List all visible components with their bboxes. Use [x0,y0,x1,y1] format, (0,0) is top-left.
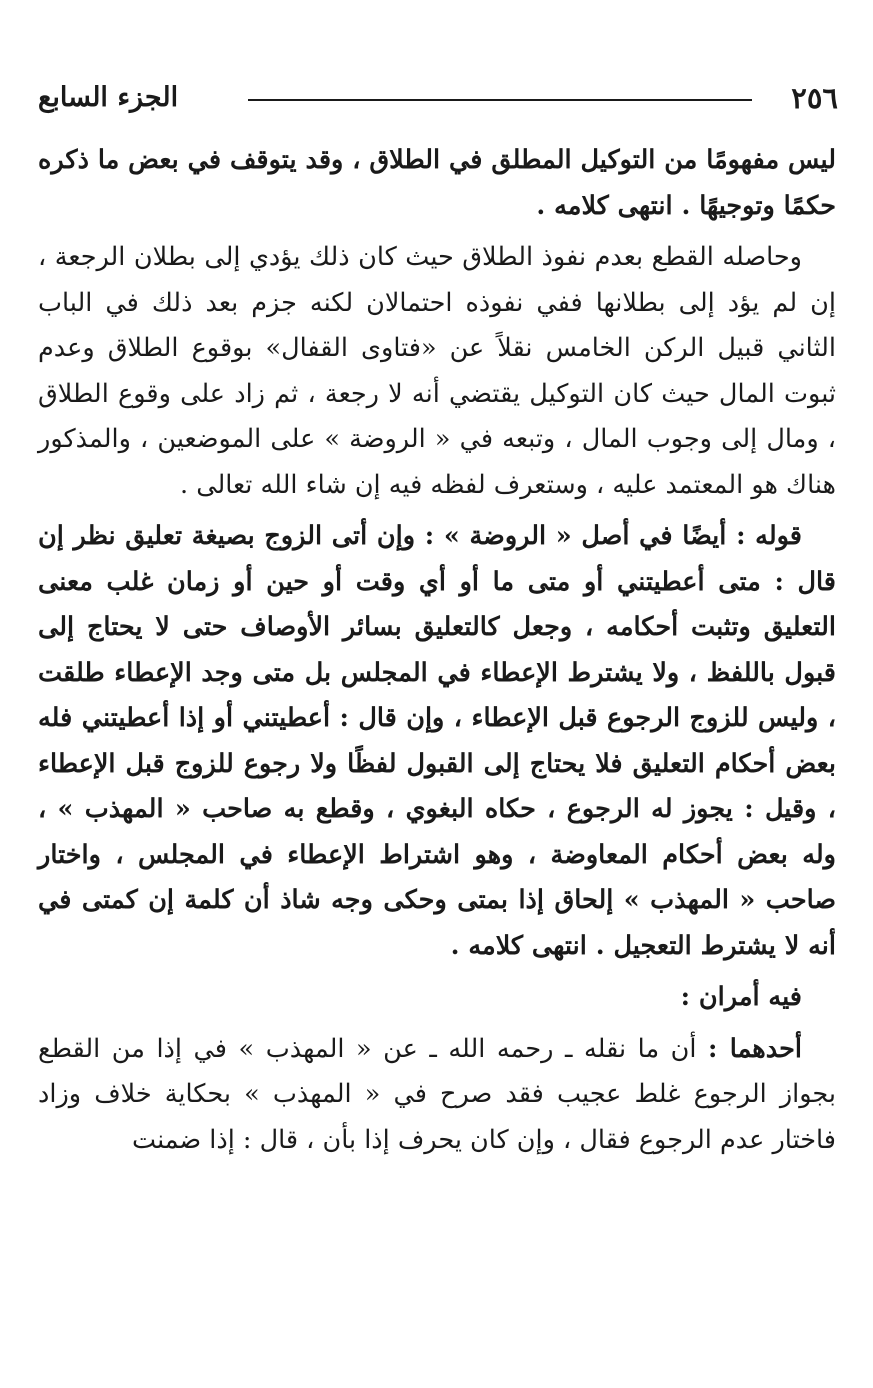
paragraph-first-point [38,1027,836,1164]
running-title: الجزء السابع [38,82,179,113]
page-body [38,138,836,1163]
first-point-text: أن ما نقله ـ رحمه الله ـ عن « المهذب » في إذا من القطع بجواز الرجوع غلط عجيب فقد صرح في « المهذب » بحكاية خلاف وزاد فاختار عدم الرجوع فقال ، وإن كان يحرف إذا بأن ، قال : إذا ضمنت [38,1033,836,1155]
first-point-lead: أحدهما : [708,1033,802,1064]
page-header [38,78,838,118]
header-rule [248,99,752,101]
paragraph-commentary: وحاصله القطع بعدم نفوذ الطلاق حيث كان ذلك يؤدي إلى بطلان الرجعة ، إن لم يؤد إلى بطلانها ففي نفوذه احتمالان لكنه جزم بعد ذلك في الباب الثاني قبيل الركن الخامس نقلاً عن «فتاوى القفال» بوقوع الطلاق وعدم ثبوت المال حيث كان التوكيل يقتضي أنه لا رجعة ، ثم زاد على وقوع الطلاق ، ومال إلى وجوب المال ، وتبعه في « الروضة » على الموضعين ، والمذكور هناك هو المعتمد عليه ، وستعرف لفظه فيه إن شاء الله تعالى . [38,242,836,500]
paragraph-quote-end: ليس مفهومًا من التوكيل المطلق في الطلاق ، وقد يتوقف في بعض ما ذكره حكمًا وتوجيهًا . انتهى كلامه . [38,145,836,221]
paragraph-heading: فيه أمران : [680,982,802,1012]
paragraph-quote: قوله : أيضًا في أصل « الروضة » : وإن أتى الزوج بصيغة تعليق نظر إن قال : متى أعطيتني أو متى ما أو أي وقت أو حين أو زمان غلب معنى التعليق وتثبت أحكامه ، وجعل كالتعليق بسائر الأوصاف حتى لا يحتاج إلى قبول باللفظ ، ولا يشترط الإعطاء في المجلس بل متى وجد الإعطاء طلقت ، وليس للزوج الرجوع قبل الإعطاء ، وإن قال : أعطيتني أو إذا أعطيتني فله بعض أحكام التعليق فلا يحتاج إلى القبول لفظًا ولا رجوع للزوج قبل الإعطاء ، وقيل : يجوز له الرجوع ، حكاه البغوي ، وقطع به صاحب « المهذب » ، وله بعض أحكام المعاوضة ، وهو اشتراط الإعطاء في المجلس ، واختار صاحب « المهذب » إلحاق إذا بمتى وحكى وجه شاذ أن كلمة إن كمتى في أنه لا يشترط التعجيل . انتهى كلامه . [38,521,836,961]
page-number: ٢٥٦ [791,81,838,115]
